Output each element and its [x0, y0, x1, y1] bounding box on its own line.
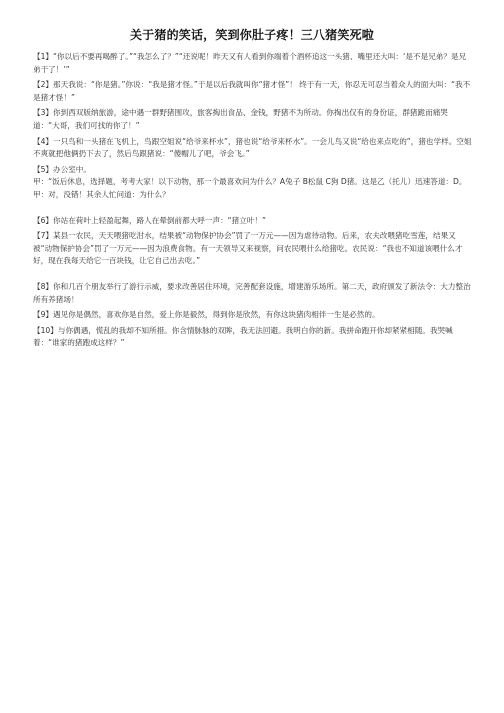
joke-paragraph-1: 【1】“你以后不要再喝醉了。”“我怎么了？”“还说呢！昨天又有人看到你端着个酒杯追这一头猪、嘴里还大叫：‘是不是兄弟？是兄弟干了！’” [33, 52, 467, 74]
joke-paragraph-9: 【9】遇见你是偶然，喜欢你是自然，爱上你是毅然，得到你是欣然，有你这块猪肉相伴一生是必然的。 [33, 310, 380, 320]
joke-paragraph-5: 【5】办公室中。 甲：“饭后休息，选择题，考考大家！以下动物，那一个最喜欢问为什么？A兔子 B松鼠 C狗 D猪。这是乙（托儿）迅速答道：D。甲：对，没错！其余人忙问道：为什么？ [33, 164, 467, 199]
joke-paragraph-6: 【6】你站在荷叶上轻盈起舞，路人在晕倒前都大呼一声：“猪立叶！” [33, 215, 266, 225]
joke-paragraph-4: 【4】一只鸟和一头猪在飞机上，鸟跟空姐说“给爷来杯水”，猪也说“给爷来杯水”。一会儿鸟又说“给也来点吃的”，猪也学样。空姐不爽就把他俩扔下去了，然后鸟跟猪说：“傻帽儿了吧，爷会飞。” [33, 136, 472, 159]
joke-paragraph-7: 【7】某县一农民，天天喂猪吃泔水，结果被“动物保护协会”罚了一万元——因为虐待动物。后来，农夫改喂猪吃雪莲，结果又被“动物保护协会”罚了一万元——因为浪费食物。有一天领导又来视察，问农民喂什么给猪吃。农民说：“我也不知道该喂什么才好，现在我每天给它一百块钱，让它自己出去吃。” [33, 231, 463, 266]
article-body [33, 51, 473, 353]
joke-paragraph-3: 【3】你到西双版纳旅游，途中遇一群野猪围攻，旅客掏出食品、金钱，野猪不为所动。你掏出仅有的身份证，群猪跪而痛哭道：“大哥，我们可找的你了！” [33, 108, 448, 130]
joke-paragraph-2: 【2】那天我说：“你是猪。”你说：“我是猪才怪。”于是以后我就叫你“猪才怪”！ 终于有一天，你忍无可忍当着众人的面大叫：“我不是猪才怪！” [33, 80, 471, 102]
paragraph-gap [33, 205, 473, 215]
paragraph-gap [33, 271, 473, 281]
joke-paragraph-8: 【8】你和几百个朋友举行了游行示威，要求改善居住环境，完善配套设施，增建游乐场所。第二天，政府颁发了新法令：大力整治所有养猪场！ [33, 281, 471, 304]
joke-paragraph-10: 【10】与你偶遇，慌乱的我却不知所措。你含情脉脉的双眸，我无法回避。我明白你的新。我拼命跑开你却紧紧相随。我哭喊着：“谁家的猪跑成这样？” [33, 325, 453, 348]
page-title: 关于猪的笑话，笑到你肚子疼！三八猪笑死啦 [129, 28, 374, 42]
